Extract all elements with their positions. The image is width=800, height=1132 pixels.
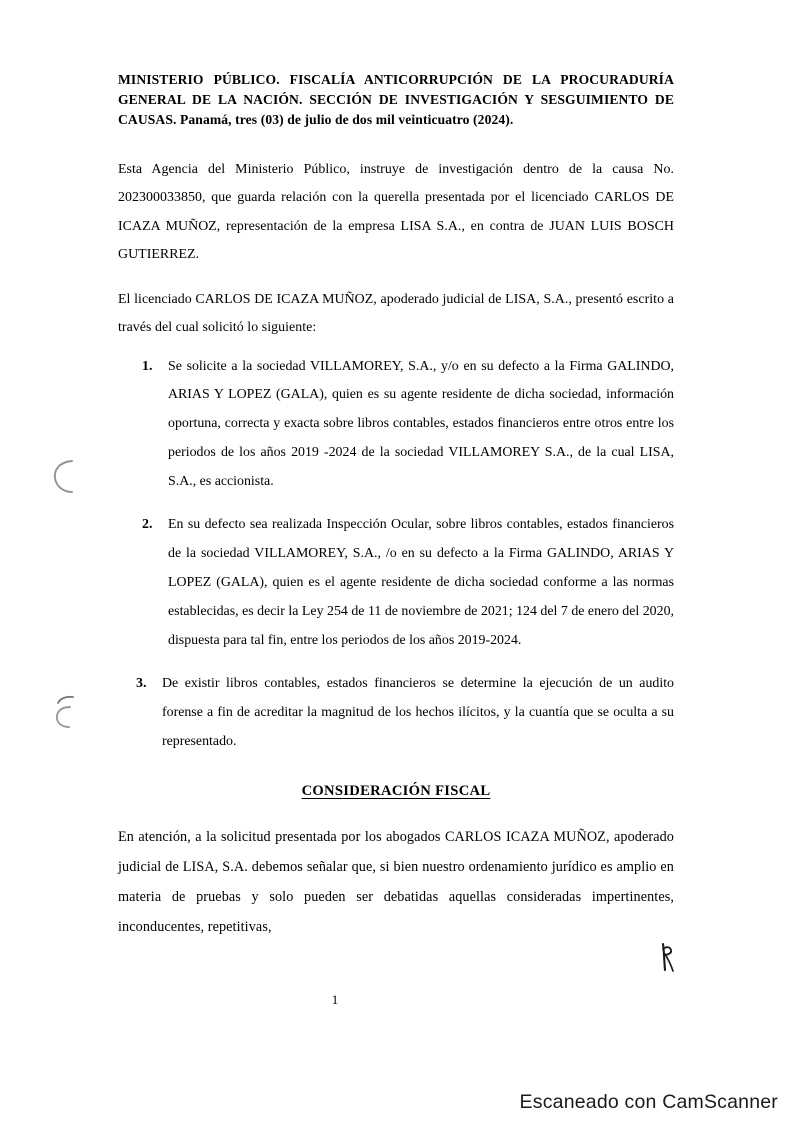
petition-list bbox=[118, 353, 674, 757]
handwritten-ink-mark bbox=[655, 940, 681, 974]
list-item-text: De existir libros contables, estados financieros se determine la ejecución de un audito forense a fin de acreditar la magnitud de los hechos ilícitos, y la cuantía que se oculta a su representado. bbox=[162, 675, 674, 749]
paragraph-petition-intro: El licenciado CARLOS DE ICAZA MUÑOZ, apoderado judicial de LISA, S.A., presentó escrito a través del cual solicitó lo siguiente: bbox=[118, 291, 674, 336]
camscanner-watermark: Escaneado con CamScanner bbox=[519, 1091, 778, 1113]
paragraph-consideracion-fiscal: En atención, a la solicitud presentada por los abogados CARLOS ICAZA MUÑOZ, apoderado judicial de LISA, S.A. debemos señalar que, si bien nuestro ordenamiento jurídico es amplio en materia de pruebas y solo pueden ser debatidas aquellas consideradas impertinentes, inconducentes, repetitivas, bbox=[118, 828, 674, 935]
punch-hole-artifact bbox=[48, 690, 82, 734]
page-number: 1 bbox=[331, 992, 339, 1007]
list-item-marker: 1. bbox=[142, 358, 153, 374]
paragraph-case-reference: Esta Agencia del Ministerio Público, instruye de investigación dentro de la causa No. 202300033850, que guarda relación con la querella presentada por el licenciado CARLOS DE ICAZA MUÑOZ, representación de la empresa LISA S.A., en contra de JUAN LUIS BOSCH GUTIERREZ. bbox=[118, 161, 674, 263]
list-item bbox=[118, 353, 674, 498]
list-item-marker: 2. bbox=[142, 517, 153, 533]
list-item-text: Se solicite a la sociedad VILLAMOREY, S.A., y/o en su defecto a la Firma GALINDO, ARIAS Y LOPEZ (GALA), quien es su agente residente de dicha sociedad, información oportuna, correcta y exacta sobre libros contables, estados financieros entre otros entre los periodos de los años 2019 -2024 de la sociedad VILLAMOREY S.A., de la cual LISA, S.A., es accionista. bbox=[168, 358, 674, 490]
list-item-marker: 3. bbox=[136, 675, 147, 691]
section-heading-consideracion-fiscal: CONSIDERACIÓN FISCAL bbox=[301, 782, 491, 799]
list-item-text: En su defecto sea realizada Inspección Ocular, sobre libros contables, estados financieros de la sociedad VILLAMOREY, S.A., /o en su defecto a la Firma GALINDO, ARIAS Y LOPEZ (GALA), quien es el agente residente de dicha sociedad conforme a las normas establecidas, es decir la Ley 254 de 11 de noviembre de 2021; 124 del 7 de enero del 2020, dispuesta para tal fin, entre los periodos de los años 2019-2024. bbox=[168, 517, 674, 648]
document-header: MINISTERIO PÚBLICO. FISCALÍA ANTICORRUPCIÓN DE LA PROCURADURÍA GENERAL DE LA NACIÓN. SECCIÓN DE INVESTIGACIÓN Y SESGUIMIENTO DE CAUSAS. Panamá, tres (03) de julio de dos mil veinticuatro (2024). bbox=[118, 72, 674, 127]
list-item bbox=[118, 511, 674, 656]
list-item bbox=[118, 670, 674, 757]
document-body bbox=[118, 70, 674, 942]
punch-hole-artifact bbox=[48, 455, 82, 499]
